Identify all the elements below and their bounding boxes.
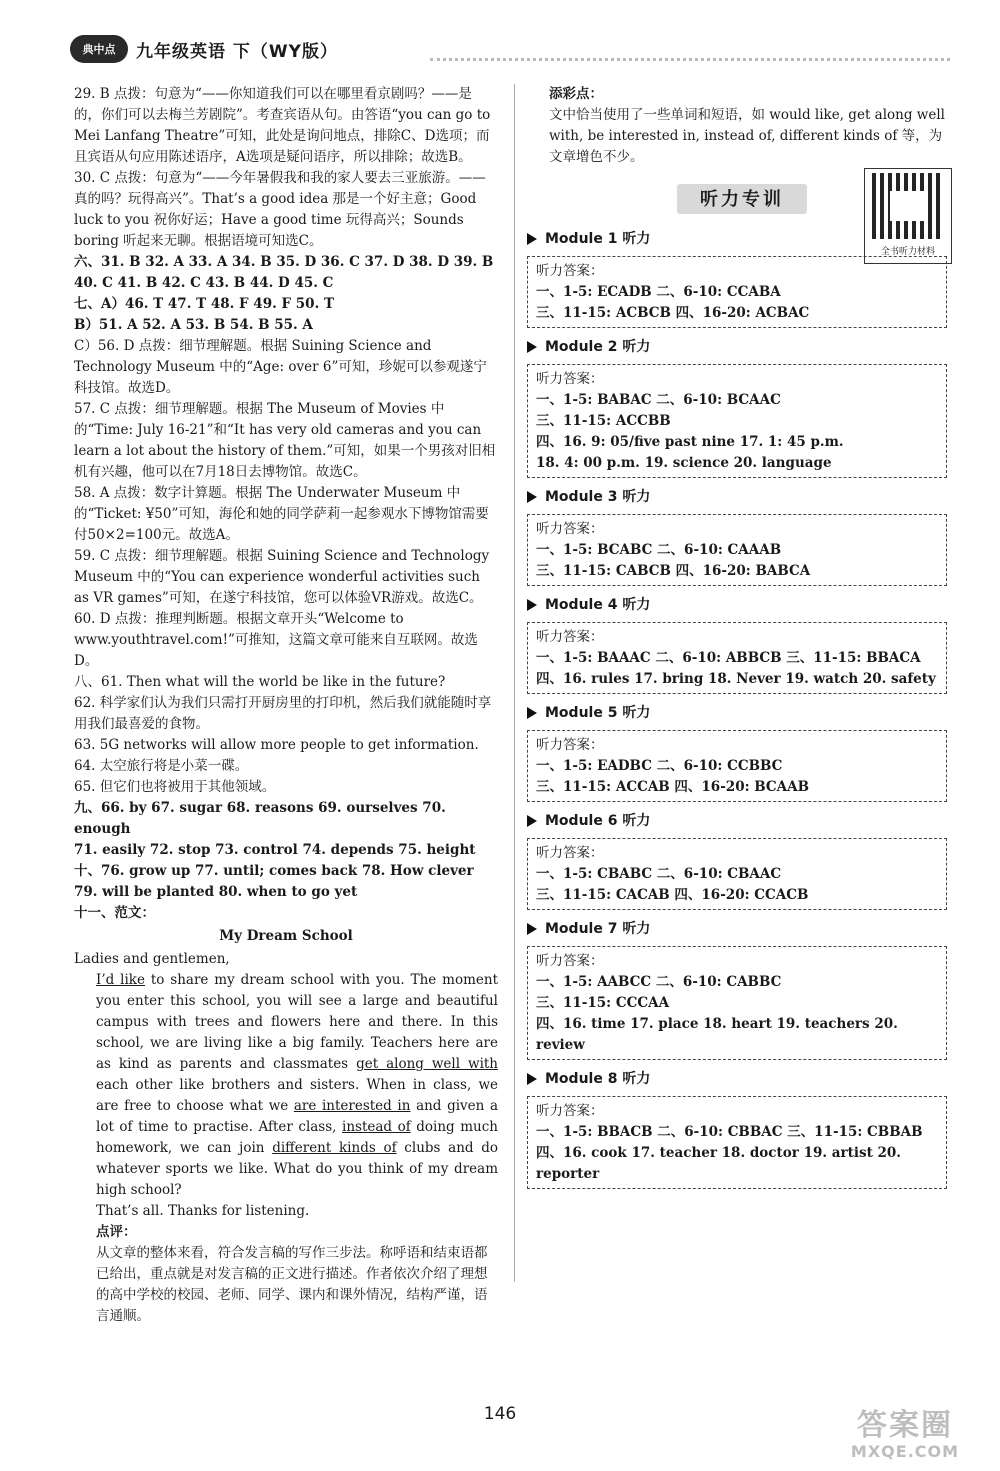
essay-title: My Dream School — [219, 928, 353, 944]
essay-greeting: Ladies and gentlemen, — [74, 951, 230, 967]
triangle-bullet-icon — [527, 233, 537, 245]
answer-line: 三、11-15: ACCAB 四、16-20: BCAAB — [536, 779, 810, 795]
answer-line: 三、11-15: CCCAA — [536, 995, 670, 1011]
answer-29: 29. B 点拨：句意为“——你知道我们可以在哪里看京剧吗？——是的，你们可以去梅兰芳剧院”。考查宾语从句。由答语“you can go to Mei Lanfang Theatre”可知，此处是询问地点，排除C、D选项；而且宾语从句应用陈述语序，A选项是疑问语序，所以排除；故选B。 — [74, 86, 491, 165]
answer-box — [527, 256, 947, 328]
answer-label: 听力答案： — [536, 953, 604, 969]
module-heading: Module 3 听力 — [527, 486, 952, 508]
book-title: 九年级英语 下（WY版） — [136, 41, 338, 62]
triangle-bullet-icon — [527, 491, 537, 503]
module-heading: Module 4 听力 — [527, 594, 952, 616]
comment-label: 点评： — [96, 1224, 137, 1240]
answers-66-70: 九、66. by 67. sugar 68. reasons 69. ourselves 70. enough — [74, 800, 446, 837]
answer-61: 八、61. Then what will the world be like in the future? — [74, 674, 446, 690]
triangle-bullet-icon — [527, 1073, 537, 1085]
answer-64: 64. 太空旅行将是小菜一碟。 — [74, 758, 249, 774]
answer-label: 听力答案： — [536, 263, 604, 279]
answer-57: 57. C 点拨：细节理解题。根据 The Museum of Movies 中的“Time: July 16-21”和“It has very old cameras and you can learn a lot about the history of them.”可知，如果一个男孩对旧相机有兴趣，他可以在7月18日去博物馆。故选C。 — [74, 401, 496, 480]
answer-box — [527, 514, 947, 586]
phrase-interested-in: are interested in — [293, 1098, 411, 1114]
phrase-get-along: get along well with — [356, 1056, 499, 1072]
answers-31-39: 六、31. B 32. A 33. A 34. B 35. D 36. C 37. D 38. D 39. B — [74, 254, 494, 270]
site-watermark: 答案圈 MXQE.COM — [850, 1408, 960, 1461]
phrase-instead-of: instead of — [342, 1119, 411, 1135]
module-heading: Module 8 听力 — [527, 1068, 952, 1090]
listening-modules — [527, 228, 952, 1189]
answer-line: 18. 4: 00 p.m. 19. science 20. language — [536, 455, 832, 471]
answer-box — [527, 364, 947, 478]
right-column — [527, 84, 952, 1189]
answer-line: 三、11-15: CACAB 四、16-20: CCACB — [536, 887, 809, 903]
answer-line: 一、1-5: BCABC 二、6-10: CAAAB — [536, 542, 782, 558]
qr-block — [864, 168, 952, 264]
answer-label: 听力答案： — [536, 629, 604, 645]
triangle-bullet-icon — [527, 599, 537, 611]
phrase-different-kinds: different kinds of — [272, 1140, 397, 1156]
brand-logo: 典中点 — [70, 35, 128, 63]
column-divider — [514, 84, 515, 1282]
answer-59: 59. C 点拨：细节理解题。根据 Suining Science and Technology Museum 中的“You can experience wonderful activities such as VR games”可知，在遂宁科技馆，您可以体验VR游戏。故选C。 — [74, 548, 490, 606]
left-column — [74, 84, 498, 1327]
answer-62: 62. 科学家们认为我们只需打开厨房里的打印机，然后我们就能随时享用我们最喜爱的食物。 — [74, 695, 492, 732]
answers-46-50: 七、A）46. T 47. T 48. F 49. F 50. T — [74, 296, 335, 312]
answer-box — [527, 622, 947, 694]
qr-caption: 全书听力材料 — [880, 247, 935, 257]
triangle-bullet-icon — [527, 923, 537, 935]
answer-line: 一、1-5: ECADB 二、6-10: CCABA — [536, 284, 781, 300]
module-heading: Module 6 听力 — [527, 810, 952, 832]
phrase-would-like: I’d like — [96, 972, 145, 988]
answer-line: 一、1-5: CBABC 二、6-10: CBAAC — [536, 866, 782, 882]
answer-label: 听力答案： — [536, 1103, 604, 1119]
triangle-bullet-icon — [527, 341, 537, 353]
essay-closing: That’s all. Thanks for listening. — [96, 1203, 310, 1219]
answers-71-75: 71. easily 72. stop 73. control 74. depends 75. height — [74, 842, 476, 858]
answer-line: 三、11-15: ACCBB — [536, 413, 671, 429]
page-header — [70, 32, 950, 66]
answer-30: 30. C 点拨：句意为“——今年暑假我和我的家人要去三亚旅游。——真的吗？玩得高兴”。That’s a good idea 那是一个好主意；Good luck to you 祝你好运；Have a good time 玩得高兴；Sounds boring 听起来无聊。根据语境可知选C。 — [74, 170, 486, 249]
answers-40-45: 40. C 41. B 42. C 43. B 44. D 45. C — [74, 275, 334, 291]
answer-line: 一、1-5: BAAAC 二、6-10: ABBCB 三、11-15: BBACA — [536, 650, 921, 666]
answer-line: 三、11-15: ACBCB 四、16-20: ACBAC — [536, 305, 810, 321]
answers-51-55: B）51. A 52. A 53. B 54. B 55. A — [74, 317, 313, 333]
answer-label: 听力答案： — [536, 737, 604, 753]
answer-65: 65. 但它们也将被用于其他领域。 — [74, 779, 276, 795]
answer-box — [527, 838, 947, 910]
highlight-label: 添彩点： — [549, 86, 603, 102]
triangle-bullet-icon — [527, 707, 537, 719]
answer-56: C）56. D 点拨：细节理解题。根据 Suining Science and Technology Museum 中的“Age: over 6”可知，珍妮可以参观遂宁科技馆。故选D。 — [74, 338, 487, 396]
module-heading: Module 7 听力 — [527, 918, 952, 940]
answer-label: 听力答案： — [536, 845, 604, 861]
answer-line: 四、16. rules 17. bring 18. Never 19. watch 20. safety — [536, 671, 936, 687]
page-number: 146 — [483, 1404, 517, 1424]
triangle-bullet-icon — [527, 815, 537, 827]
module-heading: Module 5 听力 — [527, 702, 952, 724]
answer-63: 63. 5G networks will allow more people to get information. — [74, 737, 479, 753]
answer-line: 四、16. 9: 05/five past nine 17. 1: 45 p.m. — [536, 434, 844, 450]
header-rule — [430, 58, 950, 61]
comment-text: 从文章的整体来看，符合发言稿的写作三步法。称呼语和结束语都已给出，重点就是对发言稿的正文进行描述。作者依次介绍了理想的高中学校的校园、老师、同学、课内和课外情况，结构严谨，语言通顺。 — [96, 1245, 488, 1324]
qr-code-icon[interactable] — [872, 173, 944, 239]
answer-box — [527, 1096, 947, 1189]
essay-body: I’d like to share my dream school with you. The moment you enter this school, you will see a large and beautiful campus with trees and flowers here and there. In this school, we are living like a big family. Teachers here are as kind as parents and classmates get along well with each other like brothers and sisters. When in class, we are free to choose what we are interested in and given a lot of time to practise. After class, instead of doing much homework, we can join different kinds of clubs and do whatever sports we like. What do you think of my dream high school? — [96, 972, 499, 1198]
answer-60: 60. D 点拨：推理判断题。根据文章开头“Welcome to www.youthtravel.com!”可推知，这篇文章可能来自互联网。故选D。 — [74, 611, 478, 669]
answer-box — [527, 730, 947, 802]
answer-label: 听力答案： — [536, 371, 604, 387]
answer-label: 听力答案： — [536, 521, 604, 537]
answers-79-80: 79. will be planted 80. when to go yet — [74, 884, 358, 900]
answer-line: 四、16. time 17. place 18. heart 19. teachers 20. review — [536, 1016, 898, 1053]
highlight-text: 文中恰当使用了一些单词和短语，如 would like, get along well with, be interested in, instead of, different kinds of 等，为文章增色不少。 — [549, 107, 945, 165]
answer-line: 三、11-15: CABCB 四、16-20: BABCA — [536, 563, 811, 579]
answer-line: 四、16. cook 17. teacher 18. doctor 19. artist 20. reporter — [536, 1145, 902, 1182]
sample-essay-label: 十一、范文： — [74, 905, 155, 921]
listening-section-title: 听力专训 — [677, 184, 807, 214]
answer-58: 58. A 点拨：数字计算题。根据 The Underwater Museum 中的“Ticket: ¥50”可知，海伦和她的同学萨莉一起参观水下博物馆需要付50×2=100元。故选A。 — [74, 485, 489, 543]
module-heading: Module 1 听力 — [527, 228, 952, 250]
answer-line: 一、1-5: AABCC 二、6-10: CABBC — [536, 974, 782, 990]
answer-line: 一、1-5: BABAC 二、6-10: BCAAC — [536, 392, 781, 408]
answer-line: 一、1-5: BBACB 二、6-10: CBBAC 三、11-15: CBBAB — [536, 1124, 923, 1140]
answers-76-78: 十、76. grow up 77. until; comes back 78. How clever — [74, 863, 474, 879]
answer-line: 一、1-5: EADBC 二、6-10: CCBBC — [536, 758, 783, 774]
answer-box — [527, 946, 947, 1060]
module-heading: Module 2 听力 — [527, 336, 952, 358]
